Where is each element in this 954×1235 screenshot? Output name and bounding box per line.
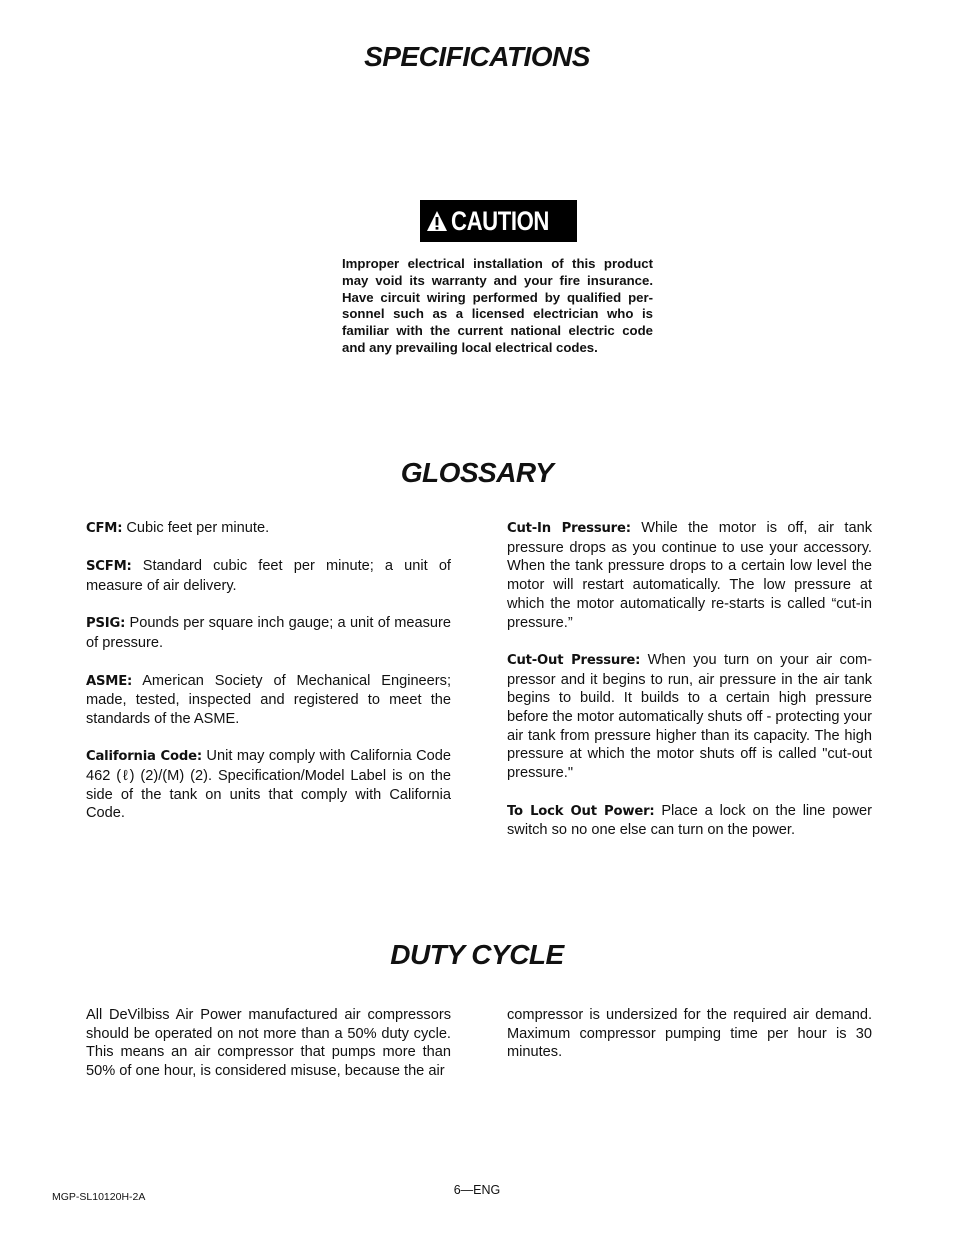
glossary-definition: American Society of Mechanical Engineers; made, tested, inspected and registered to meet the standards of the ASME. <box>86 672 451 727</box>
glossary-left-column <box>86 519 451 842</box>
duty-cycle-heading: DUTY CYCLE <box>390 939 564 970</box>
glossary-definition: Unit may comply with California Code 462 (ℓ) (2)/(M) (2). Specification/Model Label is on the side of the tank on units that comply with California Code. <box>86 748 452 822</box>
duty-cycle-text: compressor is undersized for the required air demand. Maximum compressor pumping time per hour is 30 minutes. <box>507 1007 872 1061</box>
glossary-term: Cut-Out Pressure: <box>507 652 641 668</box>
glossary-heading: GLOSSARY <box>400 457 554 488</box>
glossary-term: SCFM: <box>86 559 132 575</box>
duty-cycle-right-column <box>507 1006 872 1062</box>
glossary-term: California Code: <box>86 749 202 765</box>
page-number: 6—ENG <box>453 1183 501 1197</box>
glossary-entry <box>507 519 872 632</box>
specifications-heading: SPECIFICATIONS <box>364 41 590 72</box>
glossary-term: ASME: <box>86 673 133 689</box>
glossary-term: To Lock Out Power: <box>507 803 655 819</box>
glossary-entry <box>507 802 872 840</box>
caution-text: Improper electrical installation of this product may void its warranty and your fire insurance. Have circuit wiring performed by qualified per-sonnel such as a licensed electrician who is familiar with the current national electric code and any prevailing local electrical codes. <box>342 256 653 355</box>
glossary-definition: Standard cubic feet per minute; a unit of measure of air delivery. <box>86 558 451 595</box>
glossary-entry <box>86 672 451 729</box>
glossary-entry <box>507 651 872 783</box>
glossary-term: PSIG: <box>86 616 126 632</box>
glossary-definition: Place a lock on the line power switch so no one else can turn on the power. <box>507 802 873 839</box>
glossary-entry <box>86 557 451 595</box>
warning-triangle-icon <box>426 210 448 232</box>
glossary-term: Cut-In Pressure: <box>507 521 631 536</box>
caution-word: CAUTION <box>451 205 549 236</box>
glossary-definition: While the motor is off, air tank pressure drops as you continue to use your accessory. When the tank pressure drops to a certain low level the motor will restart automatically. The low pressure at which the motor automatically re-starts is called “cut-in pressure.” <box>507 520 872 631</box>
glossary-entry <box>86 747 451 823</box>
glossary-definition: When you turn on your air com-pressor and it begins to run, air pressure in the air tank begins to build. It builds to a certain high pressure before the motor automatically shuts off - protecting your air tank from pressure higher than its capacity. The high pressure at which the motor shuts off is called "cut-out pressure." <box>507 651 872 782</box>
document-code: MGP-SL10120H-2A <box>52 1191 146 1203</box>
glossary-entry <box>86 614 451 652</box>
glossary-entry <box>86 519 451 539</box>
duty-cycle-text: All DeVilbiss Air Power manufactured air compressors should be operated on not more than a 50% duty cycle. This means an air compressor that pumps more than 50% of one hour, is considered misuse, because the air <box>86 1007 451 1080</box>
duty-cycle-left-column <box>86 1006 451 1081</box>
glossary-definition: Cubic feet per minute. <box>126 520 270 536</box>
glossary-term: CFM: <box>86 521 123 536</box>
glossary-right-column <box>507 519 872 859</box>
caution-label <box>420 200 577 242</box>
glossary-definition: Pounds per square inch gauge; a unit of measure of pressure. <box>86 615 451 652</box>
